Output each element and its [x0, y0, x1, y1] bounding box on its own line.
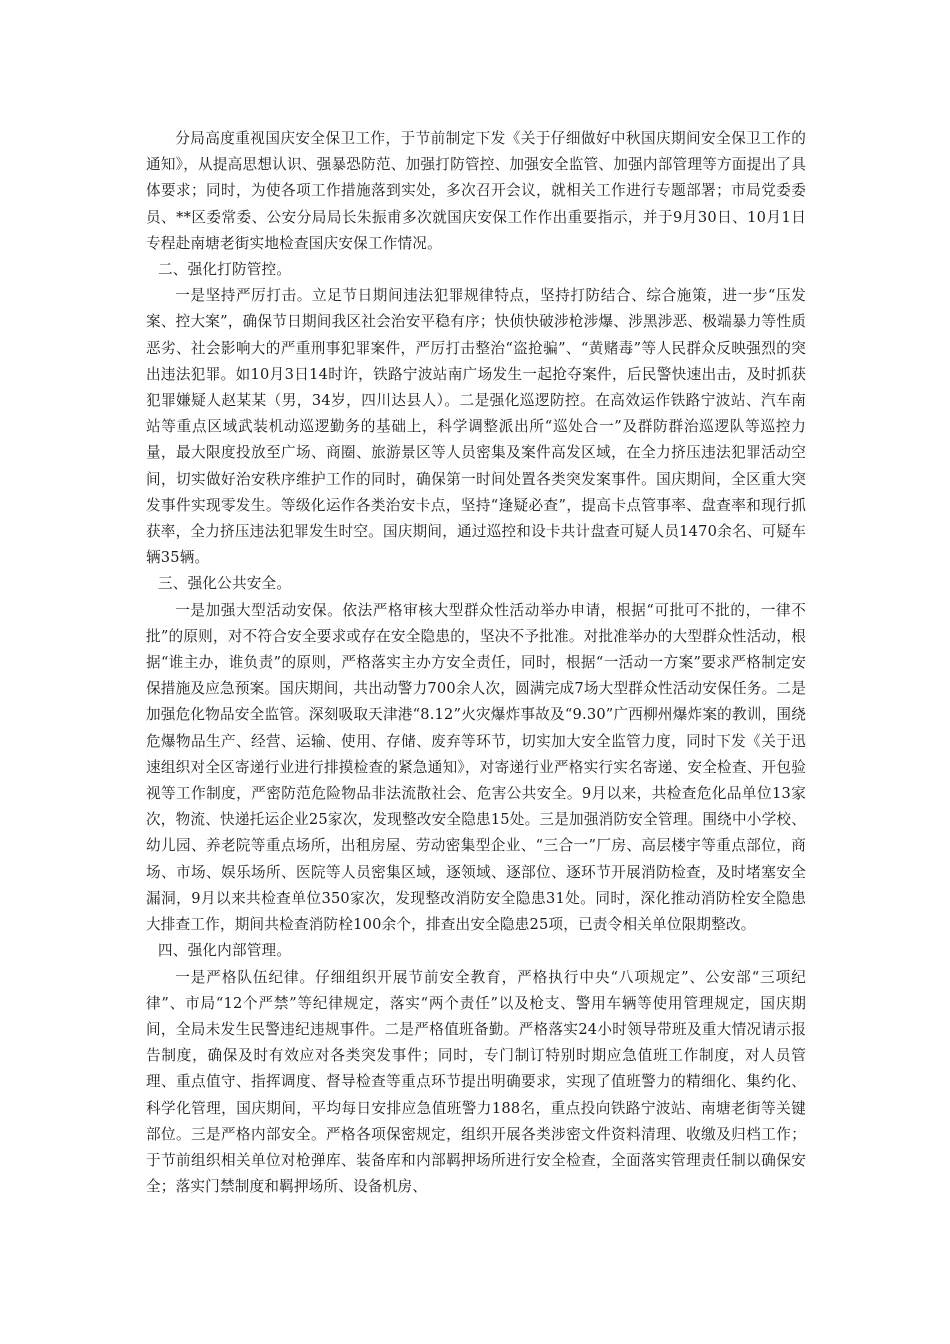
section-heading-2: 二、强化打防管控。: [158, 261, 292, 279]
section-heading-3: 三、强化公共安全。: [158, 575, 292, 593]
paragraph-section-4: 一是严格队伍纪律。仔细组织开展节前安全教育，严格执行中央“八项规定”、公安部“三项纪律”、市局“12个严禁”等纪律规定，落实“两个责任”以及枪支、警用车辆等使用管理规定，国庆期间，全局未发生民警违纪违规事件。二是严格值班备勤。严格落实24小时领导带班及重大情况请示报告制度，确保及时有效应对各类突发事件；同时，专门制订特别时期应急值班工作制度，对人员管理、重点值守、指挥调度、督导检查等重点环节提出明确要求，实现了值班警力的精细化、集约化、科学化管理，国庆期间，平均每日安排应急值班警力188名，重点投向铁路宁波站、南塘老街等关键部位。三是严格内部安全。严格各项保密规定，组织开展各类涉密文件资料清理、收缴及归档工作；于节前组织相关单位对枪弹库、装备库和内部羁押场所进行安全检查，全面落实管理责任制以确保安全；落实门禁制度和羁押场所、设备机房、: [146, 968, 806, 1196]
paragraph-intro: 分局高度重视国庆安全保卫工作，于节前制定下发《关于仔细做好中秋国庆期间安全保卫工作的通知》，从提高思想认识、强暴恐防范、加强打防管控、加强安全监管、加强内部管理等方面提出了具体要求；同时，为使各项工作措施落到实处，多次召开会议，就相关工作进行专题部署；市局党委委员、**区委常委、公安分局局长朱振甫多次就国庆安保工作作出重要指示，并于9月30日、10月1日专程赴南塘老街实地检查国庆安保工作情况。: [146, 130, 806, 252]
paragraph-section-2: 一是坚持严厉打击。立足节日期间违法犯罪规律特点，坚持打防结合、综合施策，进一步“压发案、控大案”，确保节日期间我区社会治安平稳有序；快侦快破涉枪涉爆、涉黑涉恶、极端暴力等性质恶劣、社会影响大的严重刑事犯罪案件，严厉打击整治“盗抢骗”、“黄赌毒”等人民群众反映强烈的突出违法犯罪。如10月3日14时许，铁路宁波站南广场发生一起抢夺案件，后民警快速出击，及时抓获犯罪嫌疑人赵某某（男，34岁，四川达县人）。二是强化巡逻防控。在高效运作铁路宁波站、汽车南站等重点区域武装机动巡逻勤务的基础上，科学调整派出所“巡处合一”及群防群治巡逻队等巡控力量，最大限度投放至广场、商圈、旅游景区等人员密集及案件高发区域，在全力挤压违法犯罪活动空间，切实做好治安秩序维护工作的同时，确保第一时间处置各类突发案事件。国庆期间，全区重大突发事件实现零发生。等级化运作各类治安卡点，坚持“逢疑必查”，提高卡点管事率、盘查率和现行抓获率，全力挤压违法犯罪发生时空。国庆期间，通过巡控和设卡共计盘查可疑人员1470余名、可疑车辆35辆。: [146, 287, 806, 567]
document-body: [146, 126, 806, 1200]
paragraph-section-3: 一是加强大型活动安保。依法严格审核大型群众性活动举办申请，根据“可批可不批的，一律不批”的原则，对不符合安全要求或存在安全隐患的，坚决不予批准。对批准举办的大型群众性活动，根据“谁主办，谁负责”的原则，严格落实主办方安全责任，同时，根据“一活动一方案”要求严格制定安保措施及应急预案。国庆期间，共出动警力700余人次，圆满完成7场大型群众性活动安保任务。二是加强危化物品安全监管。深刻吸取天津港“8.12”火灾爆炸事故及“9.30”广西柳州爆炸案的教训，围绕危爆物品生产、经营、运输、使用、存储、废弃等环节，切实加大安全监管力度，同时下发《关于迅速组织对全区寄递行业进行排摸检查的紧急通知》，对寄递行业严格实行实名寄递、安全检查、开包验视等工作制度，严密防范危险物品非法流散社会、危害公共安全。9月以来，共检查危化品单位13家次，物流、快递托运企业25家次，发现整改安全隐患15处。三是加强消防安全管理。围绕中小学校、幼儿园、养老院等重点场所，出租房屋、劳动密集型企业、“三合一”厂房、高层楼宇等重点部位，商场、市场、娱乐场所、医院等人员密集区域，逐领域、逐部位、逐环节开展消防检查，及时堵塞安全漏洞，9月以来共检查单位350家次，发现整改消防安全隐患31处。同时，深化推动消防栓安全隐患大排查工作，期间共检查消防栓100余个，排查出安全隐患25项，已责令相关单位限期整改。: [146, 601, 806, 934]
section-heading-4: 四、强化内部管理。: [158, 942, 292, 960]
